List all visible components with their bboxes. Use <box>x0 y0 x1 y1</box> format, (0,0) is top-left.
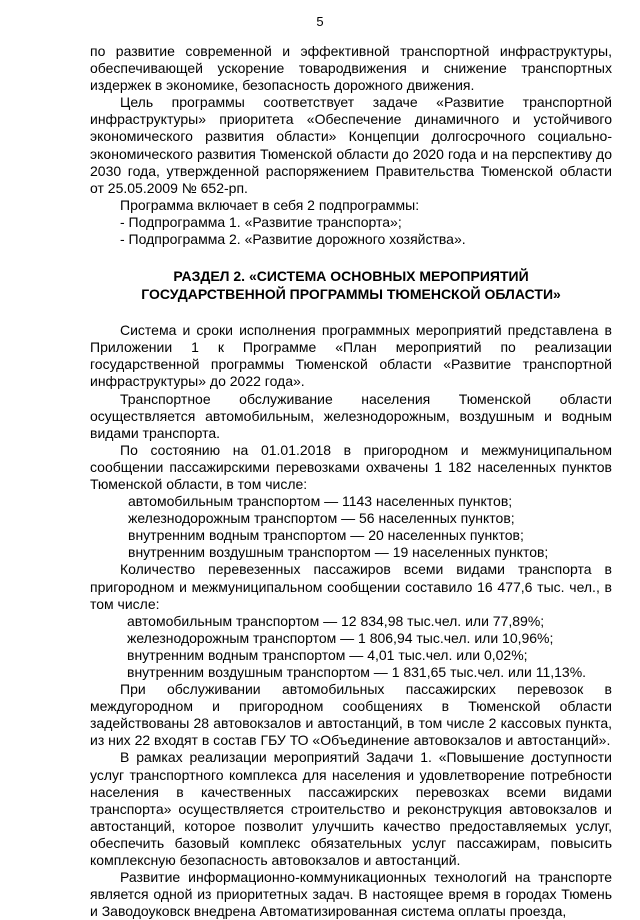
paragraph-infrastructure: по развитие современной и эффективной транспортной инфраструктуры, обеспечивающей ускорение товародвижения и снижение транспортных издержек в экономике, безопасность дорожного движения. <box>90 43 612 94</box>
paragraph-settlements-coverage: По состоянию на 01.01.2018 в пригородном и межмуниципальном сообщении пассажирскими перевозками охвачены 1 182 населенных пунктов Тюменской области, в том числе: <box>90 441 612 492</box>
settlement-item: внутренним водным транспортом — 20 населенных пунктов; <box>128 527 524 544</box>
paragraph-transport-service: Транспортное обслуживание населения Тюменской области осуществляется автомобильным, железнодорожным, воздушным и водным видами транспорта. <box>90 390 612 441</box>
settlement-item: внутренним воздушным транспортом — 19 населенных пунктов; <box>128 544 549 561</box>
section-heading <box>90 268 612 303</box>
page-number: 5 <box>316 14 324 29</box>
passenger-item: внутренним воздушным транспортом — 1 831,65 тыс.чел. или 11,13%. <box>127 664 587 680</box>
settlement-item: железнодорожным транспортом — 56 населенных пунктов; <box>128 510 515 527</box>
passenger-item: автомобильным транспортом — 12 834,98 тыс.чел. или 77,89%; <box>127 612 545 629</box>
paragraph-subprograms-intro: Программа включает в себя 2 подпрограммы: <box>120 196 420 213</box>
section-heading-line: ГОСУДАРСТВЕННОЙ ПРОГРАММЫ ТЮМЕНСКОЙ ОБЛАСТИ» <box>141 285 561 302</box>
section-heading-line: РАЗДЕЛ 2. «СИСТЕМА ОСНОВНЫХ МЕРОПРИЯТИЙ <box>173 268 529 285</box>
paragraph-bus-stations: При обслуживании автомобильных пассажирских перевозок в междугородном и пригородном сообщениях в Тюменской области задействованы 28 автовокзалов и автостанций, в том числе 2 кассовых пункта, из них 22 входят в состав ГБУ ТО «Объединение автовокзалов и автостанций». <box>90 681 612 749</box>
passenger-item: железнодорожным транспортом — 1 806,94 тыс.чел. или 10,96%; <box>127 629 554 646</box>
paragraph-task-one: В рамках реализации мероприятий Задачи 1. «Повышение доступности услуг транспортного комплекса для населения и удовлетворение потребности населения в качественных пассажирских перевозках всеми видами транспорта» осуществляется строительство и реконструкция автовокзалов и автостанций, которое позволит улучшить качество предоставляемых услуг, обеспечить базовый комплекс обязательных услуг пассажирам, повысить комплексную безопасность автовокзалов и автостанций. <box>90 749 612 869</box>
paragraph-program-goal: Цель программы соответствует задаче «Развитие транспортной инфраструктуры» приоритета «Обеспечение динамичного и устойчивого экономического развития области» Концепции долгосрочного социально-экономического развития Тюменской области до 2020 года и на перспективу до 2030 года, утвержденной распоряжением Правительства Тюменской области от 25.05.2009 № 652-рп. <box>90 94 612 196</box>
paragraph-ict-development: Развитие информационно-коммуникационных технологий на транспорте является одной из приоритетных задач. В настоящее время в городах Тюмень и Заводоуковск внедрена Автоматизированная система оплаты проезда, <box>90 869 612 920</box>
paragraph-passenger-count: Количество перевезенных пассажиров всеми видами транспорта в пригородном и межмуниципальном сообщении составило 16 477,6 тыс. чел., в том числе: <box>90 561 612 612</box>
settlement-item: автомобильным транспортом — 1143 населенных пунктов; <box>128 493 513 510</box>
subprogram-item: - Подпрограмма 2. «Развитие дорожного хозяйства». <box>120 231 466 248</box>
document-body <box>90 43 612 920</box>
paragraph-activities-system: Система и сроки исполнения программных мероприятий представлена в Приложении 1 к Программе «План мероприятий по реализации государственной программы Тюменской области «Развитие транспортной инфраструктуры» до 2022 года». <box>90 322 612 390</box>
passenger-item: внутренним водным транспортом — 4,01 тыс.чел. или 0,02%; <box>127 646 528 663</box>
subprogram-item: - Подпрограмма 1. «Развитие транспорта»; <box>120 213 402 230</box>
